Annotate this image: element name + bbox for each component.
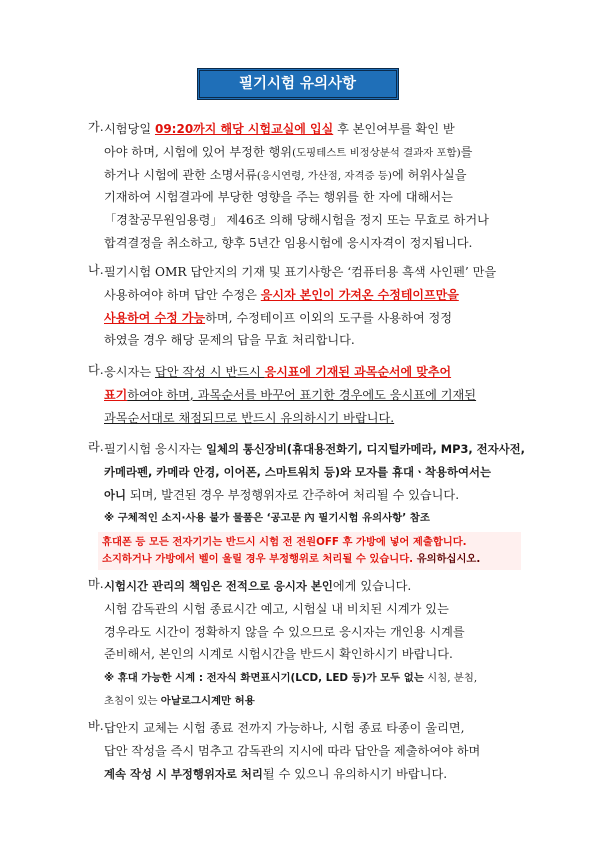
text-segment: 후 본인여부를 확인 받 [333,122,455,136]
text-line [104,164,554,187]
text-segment: 계속 작성 시 부정행위자로 처리 [104,766,263,781]
text-segment: (응시연령, 가산점, 자격증 등) [256,169,392,182]
text-segment: 되며, 발견된 경우 부정행위자로 간주하여 처리될 수 있습니다. [126,487,460,502]
text-segment: 준비해서, 본인의 시계로 시험시간을 반드시 확인하시기 바랍니다. [104,647,453,662]
text-segment: 하며, 수정테이프 이외의 도구를 사용하여 정정 [205,310,453,325]
text-segment: 과목순서대로 채점되므로 반드시 유의하시기 바랍니다. [104,410,395,425]
text-line [104,186,554,209]
text-segment: 사용하여야 하며 답안 수정은 [104,287,261,302]
text-line [104,763,554,786]
text-line [104,118,554,141]
text-line [104,209,554,232]
text-line [104,141,554,164]
text-line [104,506,554,529]
text-segment: 09:20까지 해당 시험교실에 입실 [154,122,334,136]
notice-line [102,551,517,568]
item-ma [88,575,554,712]
item-ra [88,438,554,529]
text-segment: 응시자 본인이 가져온 수정테이프만을 [260,287,459,302]
text-segment: 에게 있습니다. [332,579,412,593]
text-segment: 필기시험 응시자는 [104,442,206,456]
text-line [104,361,554,384]
text-line [104,484,554,507]
item-body [104,717,554,785]
item-marker: 나. [88,263,104,277]
text-line [104,329,554,352]
text-segment: 답안지 교체는 시험 종료 전까지 가능하나, 시험 종료 타종이 울리면, [104,721,465,735]
item-marker: 마. [88,577,104,591]
text-line [104,740,554,763]
text-segment: 일체의 통신장비(휴대용전화기, 디지털카메라, MP3, 전자사전, [205,442,526,456]
text-segment: 응시자는 [104,365,155,379]
text-segment: 필기시험 OMR 답안지의 기재 및 표기사항은 ‘컴퓨터용 흑색 사인펜’ 만을 [104,265,497,279]
text-line [104,407,554,430]
text-segment: 경우라도 시간이 정확하지 않을 수 있으므로 응시자는 개인용 시계를 [104,624,465,639]
item-body [104,261,554,352]
text-segment: 합격결정을 취소하고, 향후 5년간 임용시험에 응시자격이 정지됩니다. [104,235,473,250]
notice-text: 소지하거나 가방에서 벨이 울릴 경우 부정행위로 처리될 수 있습니다. [102,553,414,565]
text-segment: 카메라펜, 카메라 안경, 이어폰, 스마트워치 등)와 모자를 휴대ㆍ착용하여서는 [104,464,492,479]
text-line [104,666,554,689]
text-segment: 표기 [104,387,128,402]
text-segment: 시험시간 관리의 책임은 전적으로 응시자 본인 [104,579,333,593]
item-marker: 가. [88,120,104,134]
text-segment: 시침, 분침, [423,672,478,685]
notice-text: 유의하십시오. [413,553,481,565]
item-body [104,438,554,529]
item-ba [88,717,554,785]
title-wrap [0,68,595,100]
text-segment: 아야 하며, 시험에 있어 부정한 행위 [104,144,293,159]
item-marker: 라. [88,440,104,454]
item-body [104,361,554,429]
notice-line: 휴대폰 등 모든 전자기기는 반드시 시험 전 전원OFF 후 가방에 넣어 제출합니다. [102,536,467,548]
item-marker: 바. [88,719,104,733]
text-segment: 하였을 경우 해당 문제의 답을 무효 처리합니다. [104,333,355,348]
text-segment: 아날로그시계만 허용 [160,694,255,707]
text-segment: 답안 작성을 즉시 멈추고 감독관의 지시에 따라 답안을 제출하여야 하며 [104,743,481,758]
text-segment: 초침이 있는 [104,694,161,707]
text-segment: 시험 감독관의 시험 종료시간 예고, 시험실 내 비치된 시계가 있는 [104,601,449,616]
text-line [104,689,554,712]
text-segment: ※ 구체적인 소지·사용 불가 물품은 ‘공고문 內 필기시험 유의사항’ 참조 [104,512,430,525]
text-segment: 될 수 있으니 유의하시기 바랍니다. [262,766,448,781]
text-segment: 사용하여 수정 가능 [104,310,206,325]
warning-notice [98,532,521,570]
text-line [104,621,554,644]
text-line [104,575,554,598]
page-title: 필기시험 유의사항 [197,68,399,100]
item-da [88,361,554,429]
text-line [104,598,554,621]
text-segment: 에 허위사실을 [391,167,467,182]
text-segment: (도핑테스트 비정상분석 결과자 포함) [292,146,461,159]
text-line [104,307,554,330]
text-line [104,284,554,307]
text-segment: 「경찰공무원임용령」 제46조 의해 당해시험을 정지 또는 무효로 하거나 [104,213,489,228]
item-body [104,575,554,712]
text-segment: 시험당일 [104,122,155,136]
text-segment: 응시표에 기재된 과목순서에 맞추어 [264,365,452,379]
item-body [104,118,554,255]
text-line [104,232,554,255]
text-segment: 기재하여 시험결과에 부당한 영향을 주는 행위를 한 자에 대해서는 [104,190,453,205]
text-segment: 하거나 시험에 관한 소명서류 [104,167,257,182]
text-line [104,717,554,740]
text-segment: 아니 [104,487,127,502]
text-segment: ※ 휴대 가능한 시계 : 전자식 화면표시기(LCD, LED 등)가 모두 없는 [104,672,424,685]
item-marker: 다. [88,363,104,377]
text-line [104,643,554,666]
text-line [104,384,554,407]
text-segment: 답안 작성 시 반드시 [154,365,265,379]
text-segment: 를 [460,144,473,159]
text-line [104,461,554,484]
text-segment: 하여야 하며, 과목순서를 바꾸어 표기한 경우에도 응시표에 기재된 [127,387,477,402]
text-line [104,261,554,284]
item-ga [88,118,554,255]
item-na [88,261,554,352]
text-line [104,438,554,461]
